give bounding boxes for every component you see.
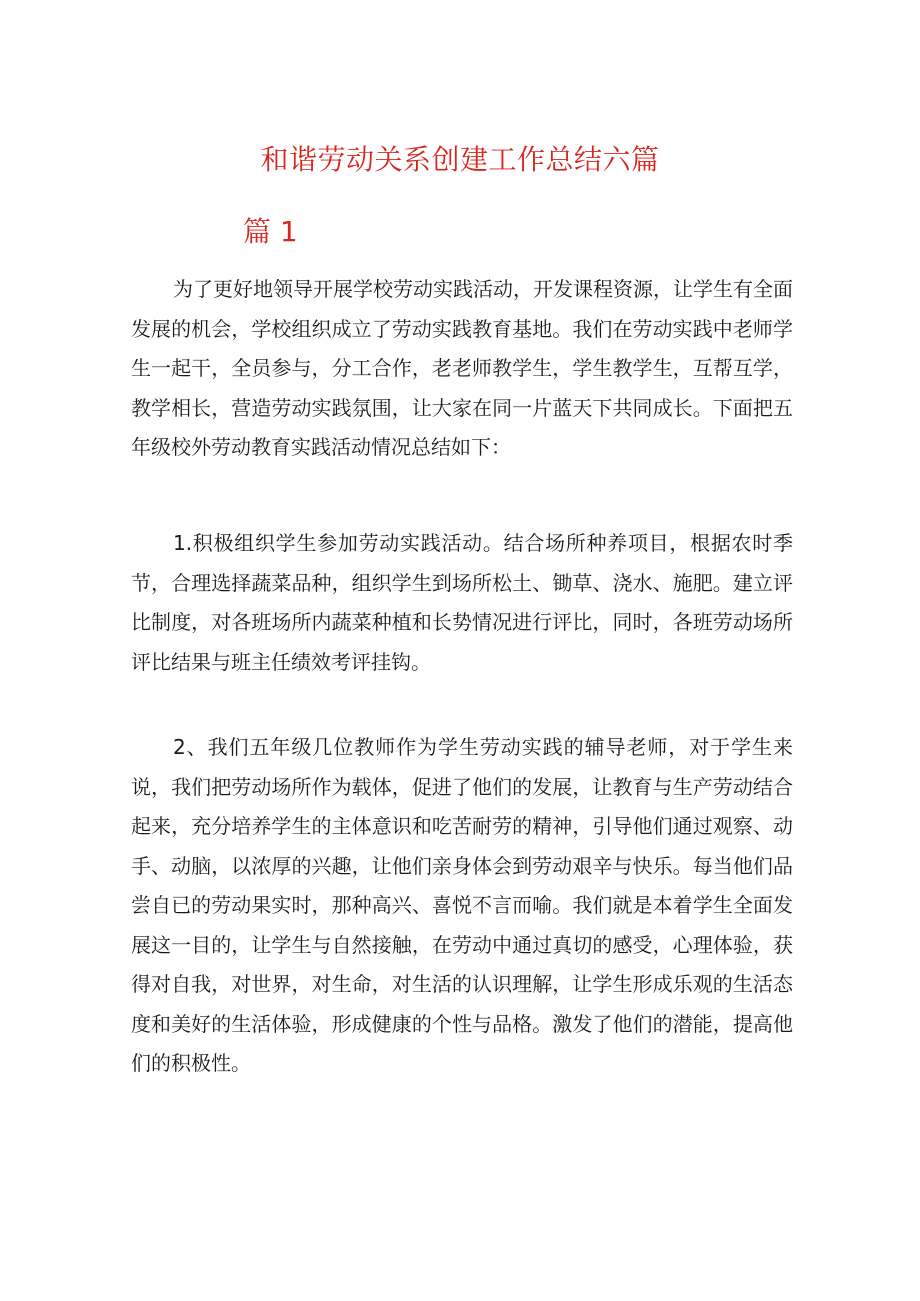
document-title: 和谐劳动关系创建工作总结六篇 bbox=[260, 143, 660, 176]
paragraph-intro: 为了更好地领导开展学校劳动实践活动，开发课程资源，让学生有全面发展的机会，学校组织成立了劳动实践教育基地。我们在劳动实践中老师学生一起干，全员参与，分工合作，老老师教学生，学生教学生，互帮互学，教学相长，营造劳动实践氛围，让大家在同一片蓝天下共同成长。下面把五年级校外劳动教育实践活动情况总结如下： bbox=[131, 277, 793, 459]
paragraph-item-1: 1.积极组织学生参加劳动实践活动。结合场所种养项目，根据农时季节，合理选择蔬菜品种，组织学生到场所松土、锄草、浇水、施肥。建立评比制度，对各班场所内蔬菜种植和长势情况进行评比，同时，各班劳动场所评比结果与班主任绩效考评挂钩。 bbox=[131, 531, 793, 674]
section-heading: 篇 1 bbox=[243, 215, 298, 248]
paragraph-item-2: 2、我们五年级几位教师作为学生劳动实践的辅导老师，对于学生来说，我们把劳动场所作为载体，促进了他们的发展，让教育与生产劳动结合起来，充分培养学生的主体意识和吃苦耐劳的精神，引导他们通过观察、动手、动脑，以浓厚的兴趣，让他们亲身体会到劳动艰辛与快乐。每当他们品尝自已的劳动果实时，那种高兴、喜悦不言而喻。我们就是本着学生全面发展这一目的，让学生与自然接触，在劳动中通过真切的感受，心理体验，获得对自我，对世界，对生命，对生活的认识理解，让学生形成乐观的生活态度和美好的生活体验，形成健康的个性与品格。激发了他们的潜能，提高他们的积极性。 bbox=[131, 735, 793, 1075]
